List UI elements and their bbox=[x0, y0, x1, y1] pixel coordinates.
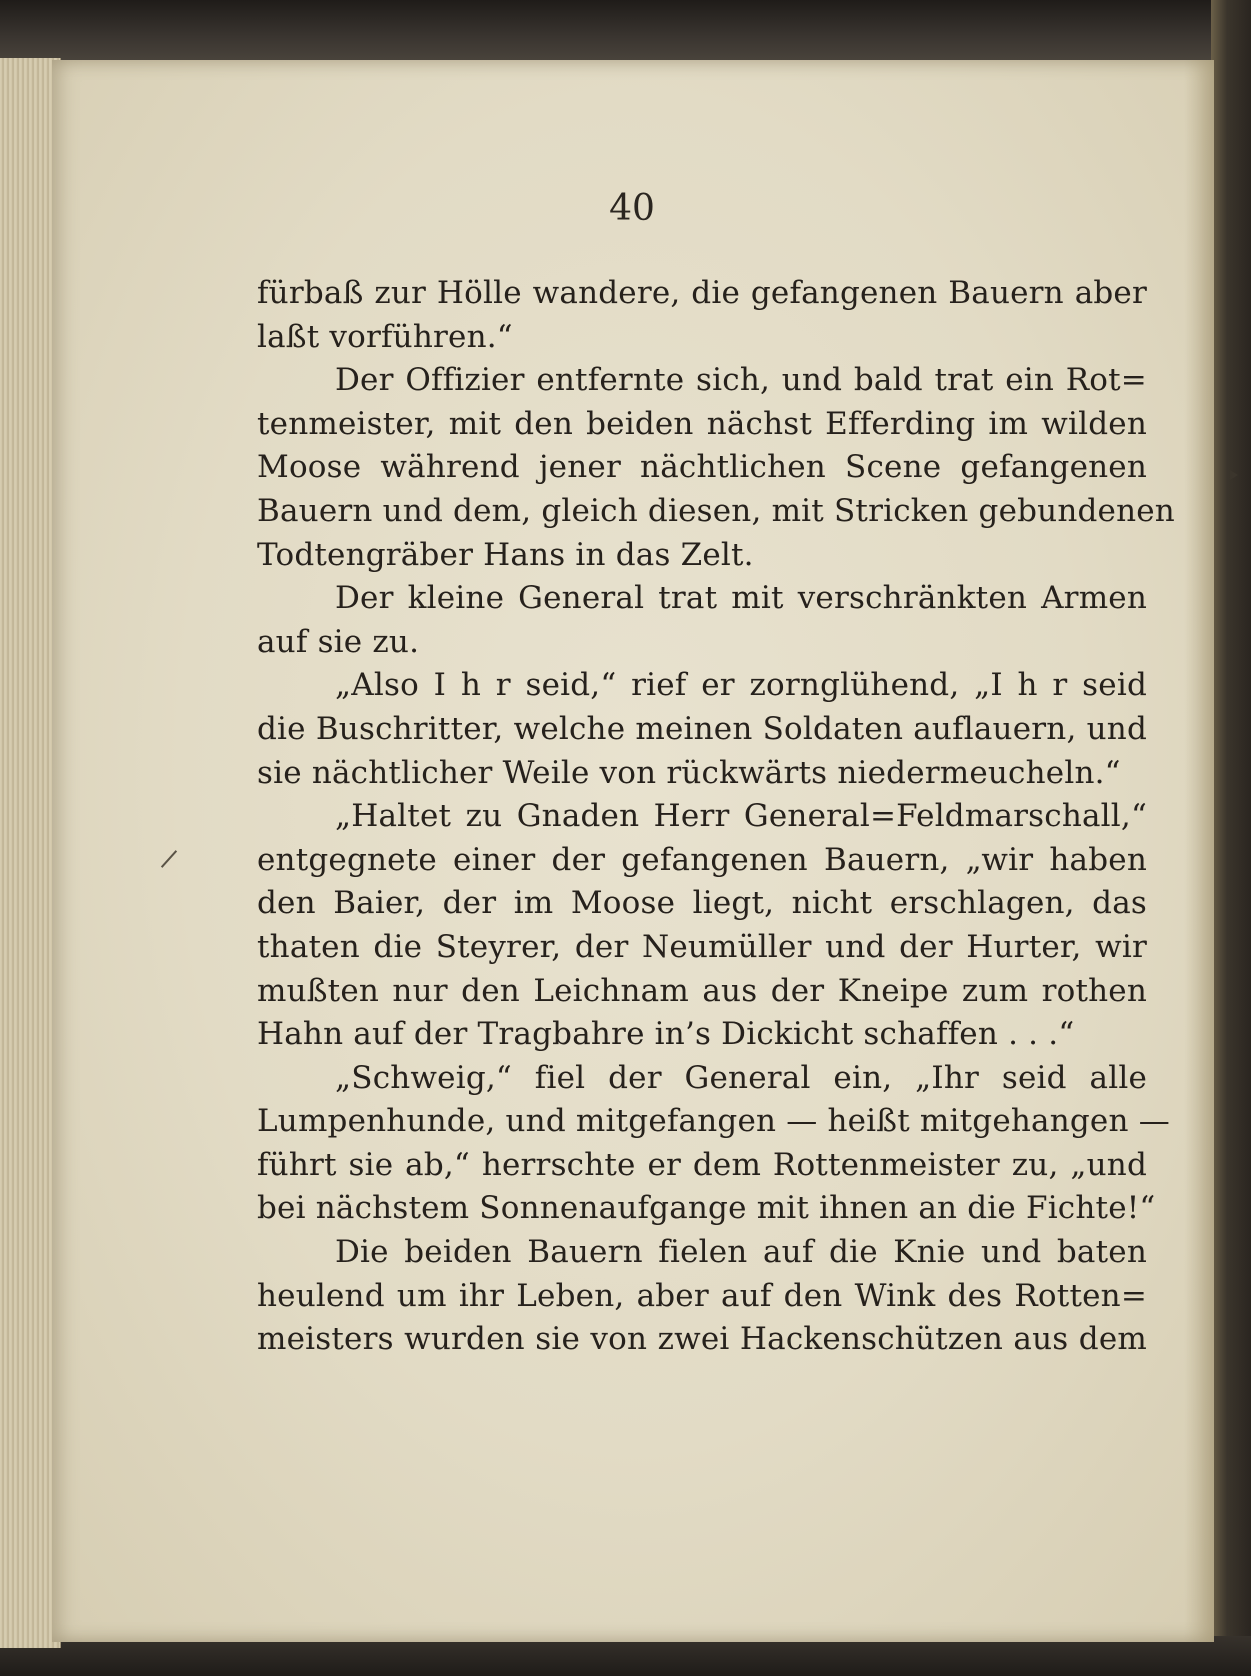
text-line: Hahn auf der Tragbahre in’s Dickicht schaffen . . .“ bbox=[257, 1016, 1075, 1053]
text-line: Lumpenhunde, und mitgefangen — heißt mitgehangen — bbox=[257, 1103, 1170, 1140]
text-line: „Also I h r seid,“ rief er zornglühend, „I h r seid bbox=[335, 667, 1147, 704]
text-line: Moose während jener nächtlichen Scene gefangenen bbox=[257, 449, 1147, 486]
text-line: fürbaß zur Hölle wandere, die gefangenen Bauern aber bbox=[257, 275, 1147, 311]
text-line: „Schweig,“ fiel der General ein, „Ihr seid alle bbox=[335, 1059, 1147, 1096]
text-line: thaten die Steyrer, der Neumüller und der Hurter, wir bbox=[257, 928, 1147, 965]
text-line: führt sie ab,“ herrschte er dem Rottenmeister zu, „und bbox=[257, 1146, 1147, 1183]
text-line: „Haltet zu Gnaden Herr General=Feldmarschall,“ bbox=[335, 798, 1147, 835]
text-line: Der Offizier entfernte sich, und bald trat ein Rot= bbox=[335, 362, 1147, 399]
page-edge-shadow bbox=[1184, 60, 1214, 1642]
text-line: sie nächtlicher Weile von rückwärts niedermeucheln.“ bbox=[257, 754, 1121, 791]
text-line: die Buschritter, welche meinen Soldaten auflauern, und bbox=[257, 710, 1147, 747]
text-line: auf sie zu. bbox=[257, 623, 420, 660]
text-line: Bauern und dem, gleich diesen, mit Stricken gebundenen bbox=[257, 492, 1175, 529]
book-cover-bottom bbox=[0, 1636, 1251, 1676]
text-line: den Baier, der im Moose liegt, nicht erschlagen, das bbox=[257, 885, 1147, 922]
text-line: meisters wurden sie von zwei Hackenschützen aus dem bbox=[257, 1321, 1147, 1358]
text-line: tenmeister, mit den beiden nächst Efferding im wilden bbox=[257, 405, 1147, 442]
text-line: heulend um ihr Leben, aber auf den Wink des Rotten= bbox=[257, 1277, 1147, 1314]
page-marker-arrow bbox=[1230, 470, 1238, 480]
body-text bbox=[257, 272, 1175, 1362]
text-line: mußten nur den Leichnam aus der Kneipe zum rothen bbox=[257, 972, 1147, 1009]
page-number: 40 bbox=[609, 188, 655, 229]
book-page bbox=[52, 60, 1214, 1642]
text-line: bei nächstem Sonnenaufgange mit ihnen an die Fichte!“ bbox=[257, 1190, 1156, 1227]
text-line: Die beiden Bauern fielen auf die Knie und baten bbox=[335, 1234, 1147, 1271]
text-line: Todtengräber Hans in das Zelt. bbox=[257, 536, 754, 573]
book-cover-right bbox=[1211, 0, 1251, 1676]
text-line: entgegnete einer der gefangenen Bauern, „wir haben bbox=[257, 841, 1147, 878]
text-line: laßt vorführen.“ bbox=[257, 318, 513, 355]
text-line: Der kleine General trat mit verschränkten Armen bbox=[335, 580, 1147, 617]
book-cover-top bbox=[0, 0, 1251, 62]
